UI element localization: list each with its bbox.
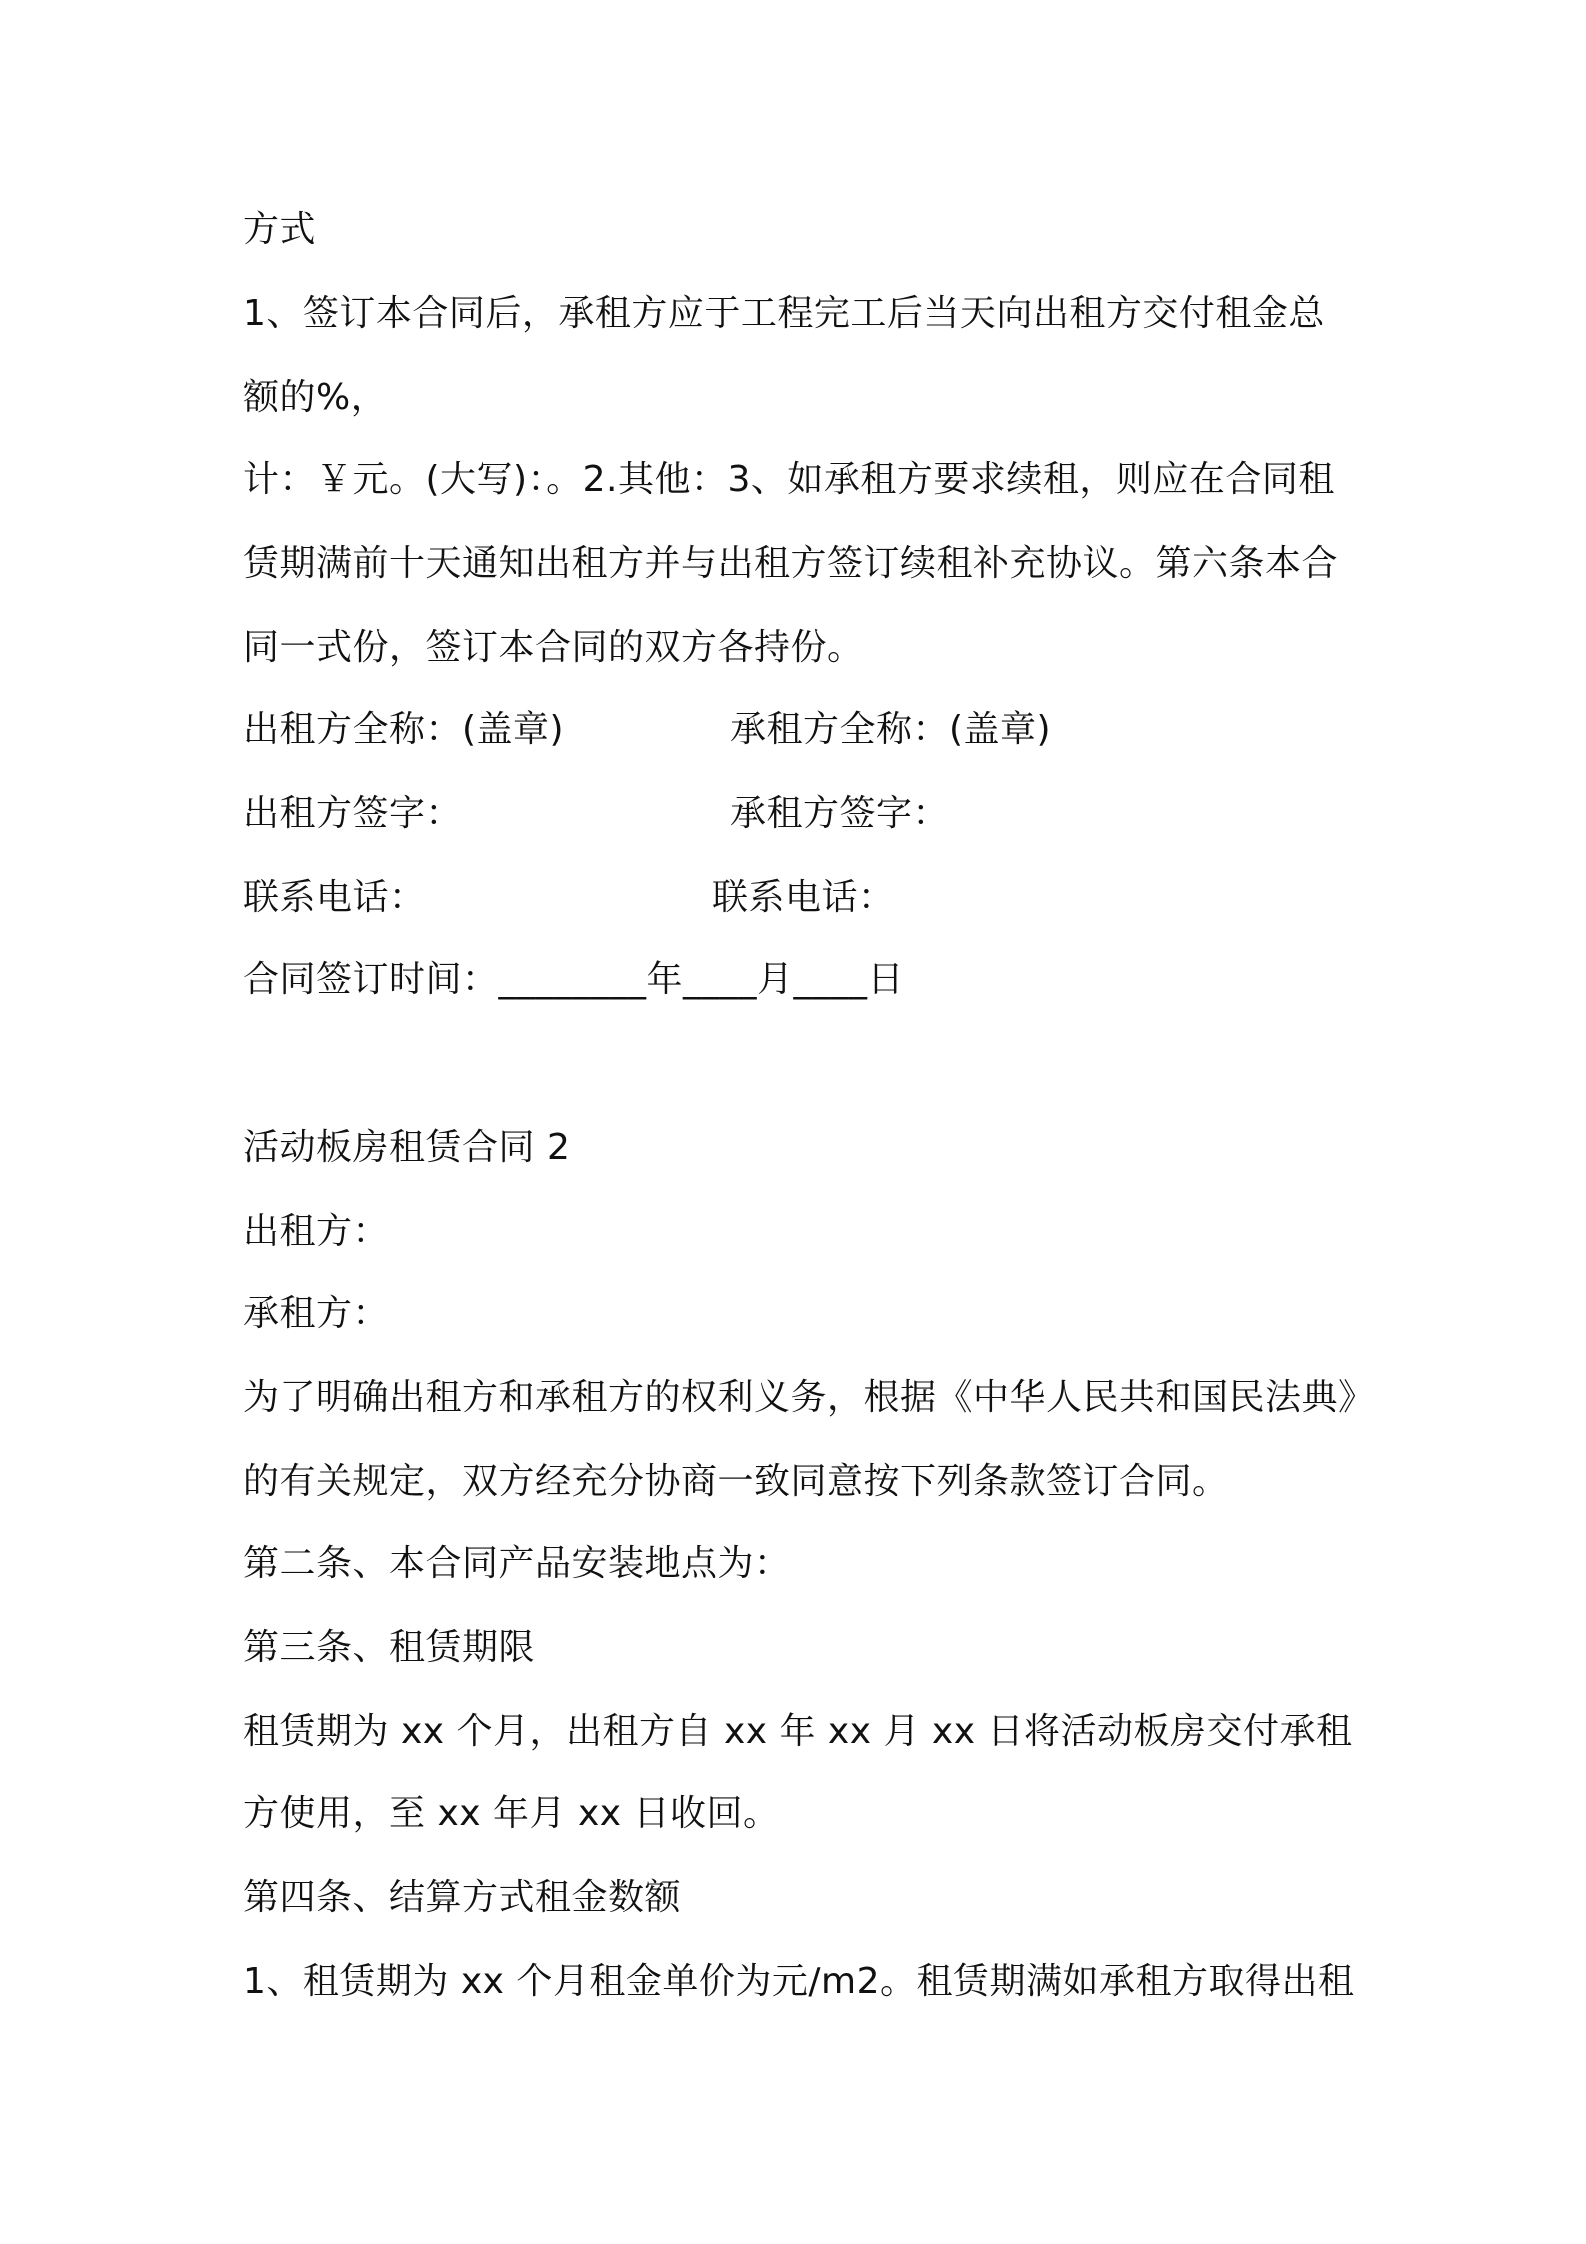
paragraph-line: 的有关规定，双方经充分协商一致同意按下列条款签订合同。: [243, 1461, 1229, 1502]
lessor-name-label: 出租方全称：(盖章): [243, 709, 565, 750]
paragraph-line: 为了明确出租方和承租方的权利义务，根据《中华人民共和国民法典》: [243, 1377, 1375, 1418]
section-heading: 第三条、租赁期限: [243, 1627, 536, 1668]
lessee-sign-label: 承租方签字：: [730, 793, 950, 834]
paragraph-line: 租赁期为 xx 个月，出租方自 xx 年 xx 月 xx 日将活动板房交付承租: [243, 1711, 1353, 1752]
lessee-name-label: 承租方全称：(盖章): [730, 709, 1052, 750]
paragraph-line: 1、租赁期为 xx 个月租金单价为元/m2。租赁期满如承租方取得出租: [243, 1961, 1355, 2002]
paragraph-line: 计：￥元。(大写)：。2.其他：3、如承租方要求续租，则应在合同租: [243, 459, 1335, 500]
section-heading: 第四条、结算方式租金数额: [243, 1877, 682, 1918]
paragraph-line: 方使用，至 xx 年月 xx 日收回。: [243, 1793, 780, 1834]
sign-date-label: 合同签订时间：________年____月____日: [243, 959, 905, 1000]
paragraph-line: 同一式份，签订本合同的双方各持份。: [243, 627, 864, 668]
contract-title: 活动板房租赁合同 2: [243, 1127, 571, 1168]
lessor-sign-label: 出租方签字：: [243, 793, 463, 834]
paragraph-line: 额的%，: [243, 377, 388, 418]
section-heading: 第二条、本合同产品安装地点为：: [243, 1543, 791, 1584]
lessor-phone-label: 联系电话：: [243, 877, 426, 918]
paragraph-line: 赁期满前十天通知出租方并与出租方签订续租补充协议。第六条本合: [243, 543, 1339, 584]
lessee-label: 承租方：: [243, 1293, 390, 1334]
paragraph-line: 方式: [243, 209, 317, 250]
lessor-label: 出租方：: [243, 1211, 390, 1252]
paragraph-line: 1、签订本合同后，承租方应于工程完工后当天向出租方交付租金总: [243, 293, 1325, 334]
lessee-phone-label: 联系电话：: [712, 877, 895, 918]
